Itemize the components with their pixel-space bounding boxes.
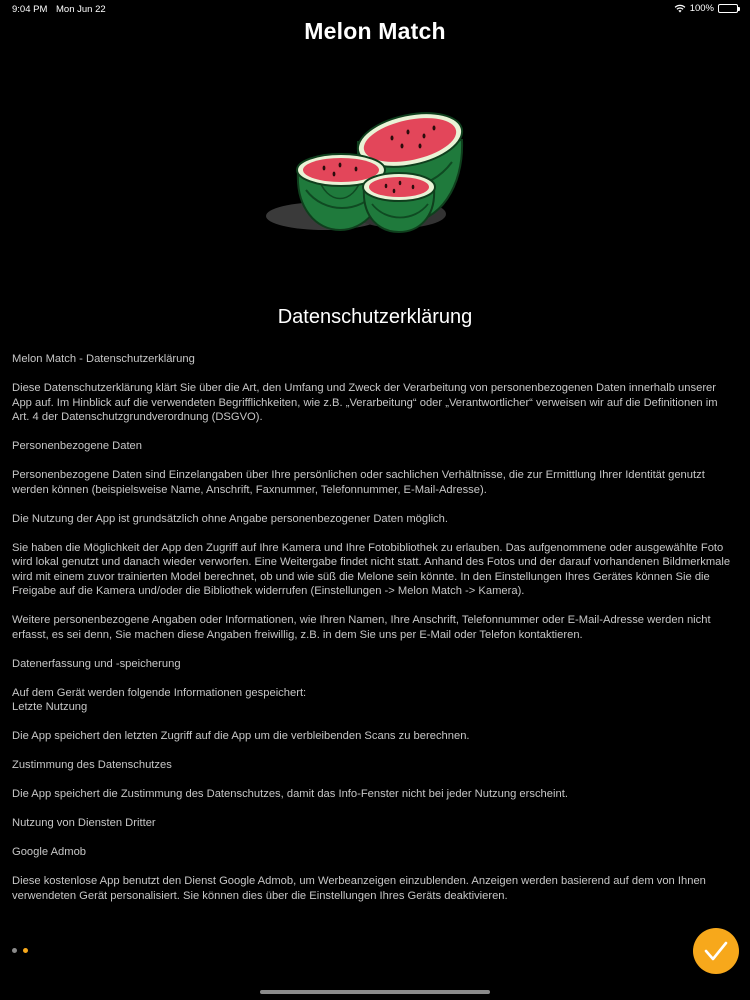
policy-paragraph: Die App speichert die Zustimmung des Datenschutzes, damit das Info-Fenster nicht bei jeder Nutzung erscheint. [12,788,568,800]
page-dot-1[interactable] [12,948,17,953]
policy-paragraph: Diese kostenlose App benutzt den Dienst Google Admob, um Werbeanzeigen einzublenden. Anzeigen werden basierend auf dem von Ihnen verwendeten Gerät personalisiert. Sie können dies über die Einstellungen Ihres Geräts deaktivieren. [12,875,706,902]
status-bar [0,0,750,18]
status-date: Mon Jun 22 [56,4,106,15]
page-indicator[interactable] [12,948,28,953]
home-indicator[interactable] [260,990,490,994]
app-title: Melon Match [304,18,446,44]
policy-intro: Diese Datenschutzerklärung klärt Sie über die Art, den Umfang und Zweck der Verarbeitung von personenbezogenen Daten innerhalb unserer App auf. Im Hinblick auf die verwendeten Begrifflichkeiten, wie z.B. „Verarbeitung“ oder „Verantwortlicher“ verweisen wir auf die Definitionen im Art. 4 der Datenschutzgrundverordnung (DSGVO). [12,382,718,423]
confirm-button[interactable] [693,928,739,974]
policy-paragraph: Die App speichert den letzten Zugriff auf die App um die verbleibenden Scans zu berechnen. [12,730,470,742]
policy-paragraph: Auf dem Gerät werden folgende Informationen gespeichert: [12,686,307,699]
policy-paragraph: Personenbezogene Daten sind Einzelangaben über Ihre persönlichen oder sachlichen Verhältnisse, die zur Ermittlung Ihrer Identität genutzt werden können (beispielsweise Name, Anschrift, Faxnummer, Telefonnummer, E-Mail-Adresse). [12,469,705,496]
battery-icon [718,4,740,13]
policy-title: Melon Match - Datenschutzerklärung [12,353,195,365]
battery-percentage: 100% [689,3,714,14]
status-indicators [674,3,740,14]
status-time: 9:04 PM [12,4,48,15]
policy-paragraph: Letzte Nutzung [12,701,88,713]
policy-paragraph: Sie haben die Möglichkeit der App den Zugriff auf Ihre Kamera und Ihre Fotobibliothek zu erlauben. Das aufgenommene oder ausgewählte Foto wird lokal genutzt und danach wieder verworfen. Eine Weitergabe findet nicht statt. Anhand des Fotos und der darauf vorhandenen Bildmerkmale wird mit einem zuvor trainierten Model berechnet, ob und wie süß die Melone sein könnte. In den Einstellungen Ihres Gerätes können Sie die Freigabe auf die Kamera und/oder die Bibliothek widerrufen (Einstellungen -> Melon Match -> Kamera). [12,541,731,597]
privacy-policy-text [12,352,736,918]
section-heading: Nutzung von Diensten Dritter [12,817,156,829]
section-heading: Google Admob [12,846,87,858]
policy-paragraph: Weitere personenbezogene Angaben oder Informationen, wie Ihren Namen, Ihre Anschrift, Telefonnummer oder E-Mail-Adresse werden nicht erfasst, es sei denn, Sie machen diese Angaben freiwillig, z.B. in dem Sie uns per E-Mail oder Telefon kontaktieren. [12,614,711,641]
section-heading: Personenbezogene Daten [12,440,143,452]
section-heading: Datenerfassung und -speicherung [12,657,181,670]
wifi-icon [674,4,686,13]
page-dot-2[interactable] [23,948,28,953]
section-heading: Zustimmung des Datenschutzes [12,759,172,771]
watermelon-logo [262,110,472,240]
checkmark-icon [703,940,729,962]
page-heading: Datenschutzerklärung [277,306,473,328]
policy-paragraph: Die Nutzung der App ist grundsätzlich ohne Angabe personenbezogener Daten möglich. [12,512,448,525]
